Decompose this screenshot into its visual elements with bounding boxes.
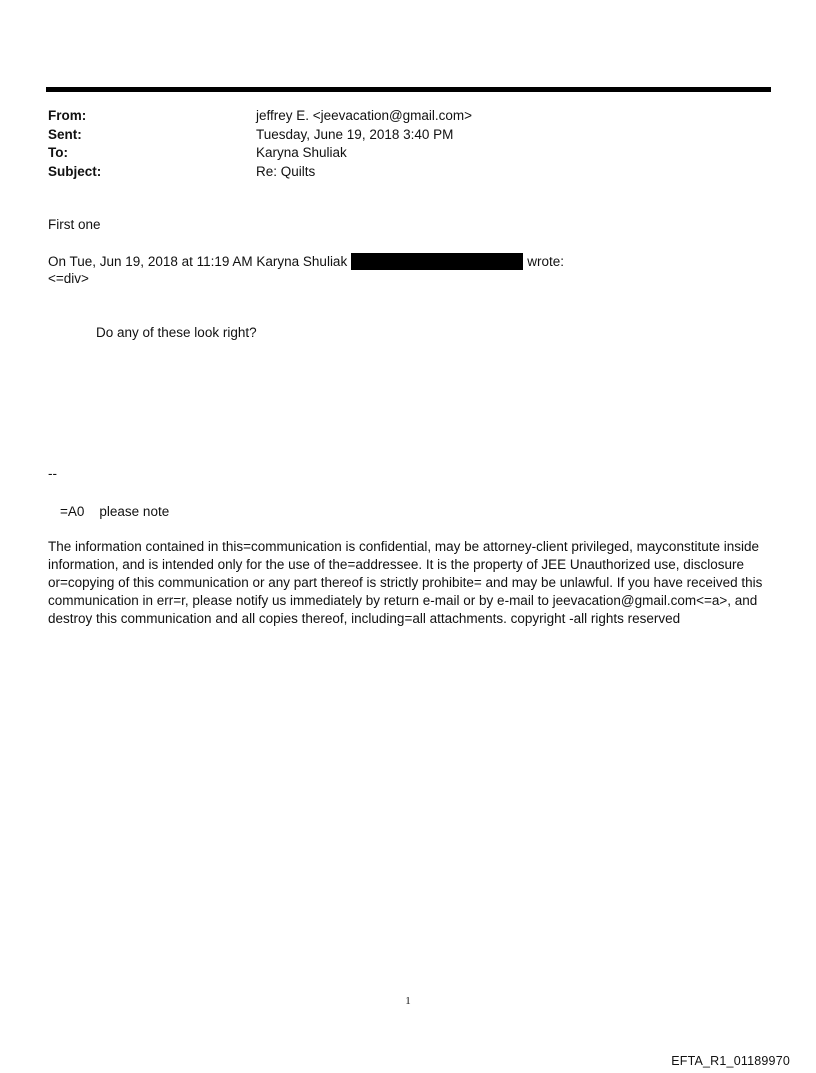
to-value: Karyna Shuliak [256,145,347,160]
to-label: To: [48,145,68,160]
reply-text: First one [48,217,101,232]
redaction-block [351,253,523,270]
from-value: jeffrey E. <jeevacation@gmail.com> [256,108,473,123]
quote-intro [48,253,564,271]
quote-intro-before: On Tue, Jun 19, 2018 at 11:19 AM Karyna Shuliak [48,254,348,269]
subject-value: Re: Quilts [256,163,316,179]
div-tag-text: <=div> [48,271,89,286]
note-line: =A0 please note [60,504,170,519]
signature-separator: -- [48,466,57,481]
header-divider [46,87,771,92]
page-number: 1 [405,995,411,1007]
sent-value: Tuesday, June 19, 2018 3:40 PM [256,126,454,142]
document-id: EFTA_R1_01189970 [671,1054,790,1068]
confidentiality-disclaimer: The information contained in this=communication is confidential, may be attorney-client privileged, mayconstitute inside information, and is intended only for the use of the=addressee. It is the property of JEE Unauthorized use, disclosure or=copying of this communication or any part thereof is strictly prohibite= and may be unlawful. If you have received this communication in err=r, please notify us immediately by return e-mail or by e-mail to jeevacation@gmail.com<=a>, and destroy this communication and all copies thereof, including=all attachments. copyright -all rights reserved [48,539,763,626]
quoted-question: Do any of these look right? [96,325,257,340]
quote-intro-after: wrote: [527,254,564,269]
subject-label: Subject: [48,163,102,179]
from-label: From: [48,108,87,123]
sent-label: Sent: [48,126,82,142]
